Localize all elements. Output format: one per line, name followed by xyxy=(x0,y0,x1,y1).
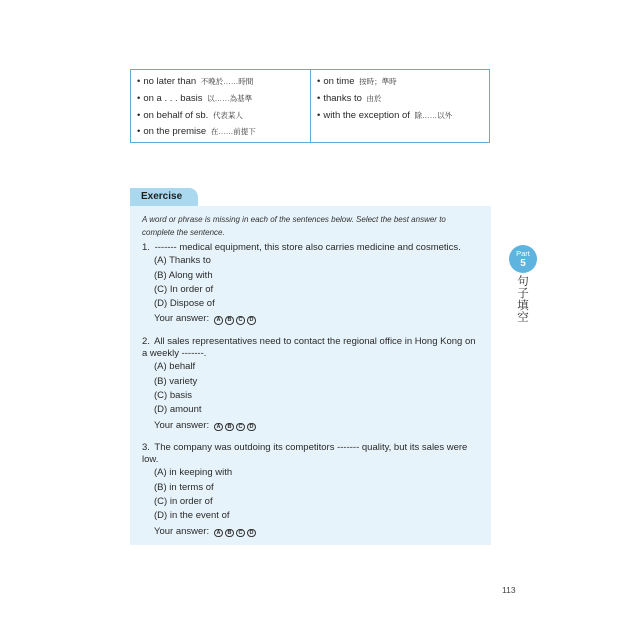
question-3 xyxy=(142,442,482,539)
phrase-item: • with the exception of 除……以外 xyxy=(317,109,453,121)
answer-option: (B) variety xyxy=(154,375,198,387)
question-2 xyxy=(142,336,482,433)
your-answer-label: Your answer: xyxy=(154,313,210,325)
answer-option: (C) in order of xyxy=(154,496,213,507)
phrase-item: • on the premise 在……前提下 xyxy=(137,126,256,138)
answer-circle-a[interactable]: A xyxy=(214,529,223,538)
your-answer-row xyxy=(142,418,482,433)
part-label: Part xyxy=(516,249,530,258)
answer-circle-d[interactable]: D xyxy=(247,423,256,432)
answer-option: (C) In order of xyxy=(154,283,214,295)
answer-option: (A) in keeping with xyxy=(154,467,233,479)
phrase-item: • thanks to 由於 xyxy=(317,92,382,104)
phrase-item: • no later than 不晚於……時間 xyxy=(137,76,254,87)
answer-option: (A) behalf xyxy=(154,361,196,373)
phrase-column-right xyxy=(311,70,489,142)
part-number: 5 xyxy=(520,258,526,269)
answer-circle-c[interactable]: C xyxy=(236,423,245,432)
question-stem: 3. The company was outdoing its competitors ------- quality, but its sales were low. xyxy=(142,442,468,466)
your-answer-row xyxy=(142,524,482,539)
answer-option: (B) in terms of xyxy=(154,481,214,493)
answer-circle-c[interactable]: C xyxy=(236,316,245,325)
answer-circle-a[interactable]: A xyxy=(214,423,223,432)
answer-option: (A) Thanks to xyxy=(154,255,211,267)
page-number: 113 xyxy=(502,585,516,595)
your-answer-row xyxy=(142,311,482,326)
question-1 xyxy=(142,242,482,326)
phrase-table xyxy=(130,69,490,143)
your-answer-label: Your answer: xyxy=(154,525,210,537)
your-answer-label: Your answer: xyxy=(154,419,210,431)
answer-circle-b[interactable]: B xyxy=(225,316,234,325)
phrase-column-left xyxy=(131,70,311,142)
exercise-heading: Exercise xyxy=(130,188,198,206)
answer-option: (C) basis xyxy=(154,390,193,401)
phrase-item: • on time 按時；準時 xyxy=(317,76,397,87)
phrase-item: • on a . . . basis 以……為基準 xyxy=(137,92,253,104)
question-stem: 2. All sales representatives need to contact the regional office in Hong Kong on a weekly -------. xyxy=(142,336,476,360)
answer-circle-a[interactable]: A xyxy=(214,316,223,325)
part-badge xyxy=(509,245,537,273)
answer-option: (B) Along with xyxy=(154,269,213,281)
answer-circle-b[interactable]: B xyxy=(225,423,234,432)
phrase-item: • on behalf of sb. 代表某人 xyxy=(137,109,243,121)
answer-circle-d[interactable]: D xyxy=(247,529,256,538)
answer-circle-c[interactable]: C xyxy=(236,529,245,538)
section-title-vertical: 句子填空 xyxy=(517,276,529,324)
answer-circle-b[interactable]: B xyxy=(225,529,234,538)
answer-circle-d[interactable]: D xyxy=(247,316,256,325)
exercise-instructions: A word or phrase is missing in each of the sentences below. Select the best answer to complete the sentence. xyxy=(142,215,446,237)
answer-option: (D) in the event of xyxy=(154,510,230,522)
answer-option: (D) amount xyxy=(154,404,202,416)
answer-option: (D) Dispose of xyxy=(154,298,215,310)
question-stem: 1. ------- medical equipment, this store also carries medicine and cosmetics. xyxy=(142,242,461,253)
